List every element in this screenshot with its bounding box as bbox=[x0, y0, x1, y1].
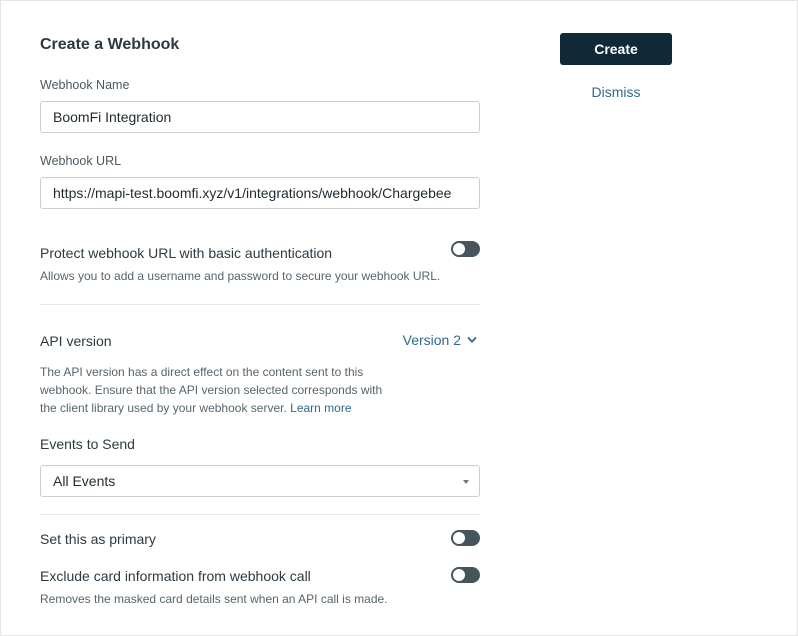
webhook-url-input[interactable] bbox=[40, 177, 480, 209]
learn-more-link[interactable]: Learn more bbox=[290, 401, 352, 415]
toggle-knob bbox=[453, 569, 465, 581]
chevron-down-icon bbox=[467, 335, 477, 345]
api-version-label: API version bbox=[40, 333, 112, 349]
primary-label: Set this as primary bbox=[40, 531, 156, 547]
api-version-dropdown[interactable] bbox=[403, 332, 477, 348]
divider bbox=[40, 304, 480, 305]
api-version-help bbox=[40, 363, 385, 417]
api-version-selected: Version 2 bbox=[402, 332, 461, 348]
webhook-url-label: Webhook URL bbox=[40, 154, 122, 168]
api-version-help-text: The API version has a direct effect on the content sent to this webhook. Ensure that the API version selected corresponds with the client library used by your webhook server. bbox=[40, 365, 383, 415]
basic-auth-help: Allows you to add a username and password to secure your webhook URL. bbox=[40, 269, 441, 283]
events-select[interactable] bbox=[40, 465, 480, 497]
events-selected: All Events bbox=[53, 473, 116, 489]
page-title: Create a Webhook bbox=[40, 36, 180, 53]
exclude-card-label: Exclude card information from webhook call bbox=[40, 568, 311, 584]
create-button[interactable]: Create bbox=[560, 33, 672, 65]
toggle-knob bbox=[453, 532, 465, 544]
caret-down-icon bbox=[463, 480, 469, 484]
exclude-card-help: Removes the masked card details sent when an API call is made. bbox=[40, 592, 388, 606]
toggle-knob bbox=[453, 243, 465, 255]
basic-auth-label: Protect webhook URL with basic authentication bbox=[40, 245, 333, 261]
exclude-card-toggle[interactable] bbox=[451, 567, 480, 583]
primary-toggle[interactable] bbox=[451, 530, 480, 546]
webhook-name-input[interactable] bbox=[40, 101, 480, 133]
events-label: Events to Send bbox=[40, 436, 135, 452]
webhook-name-label: Webhook Name bbox=[40, 78, 130, 92]
dismiss-link[interactable]: Dismiss bbox=[591, 84, 641, 100]
basic-auth-toggle[interactable] bbox=[451, 241, 480, 257]
divider bbox=[40, 514, 480, 515]
